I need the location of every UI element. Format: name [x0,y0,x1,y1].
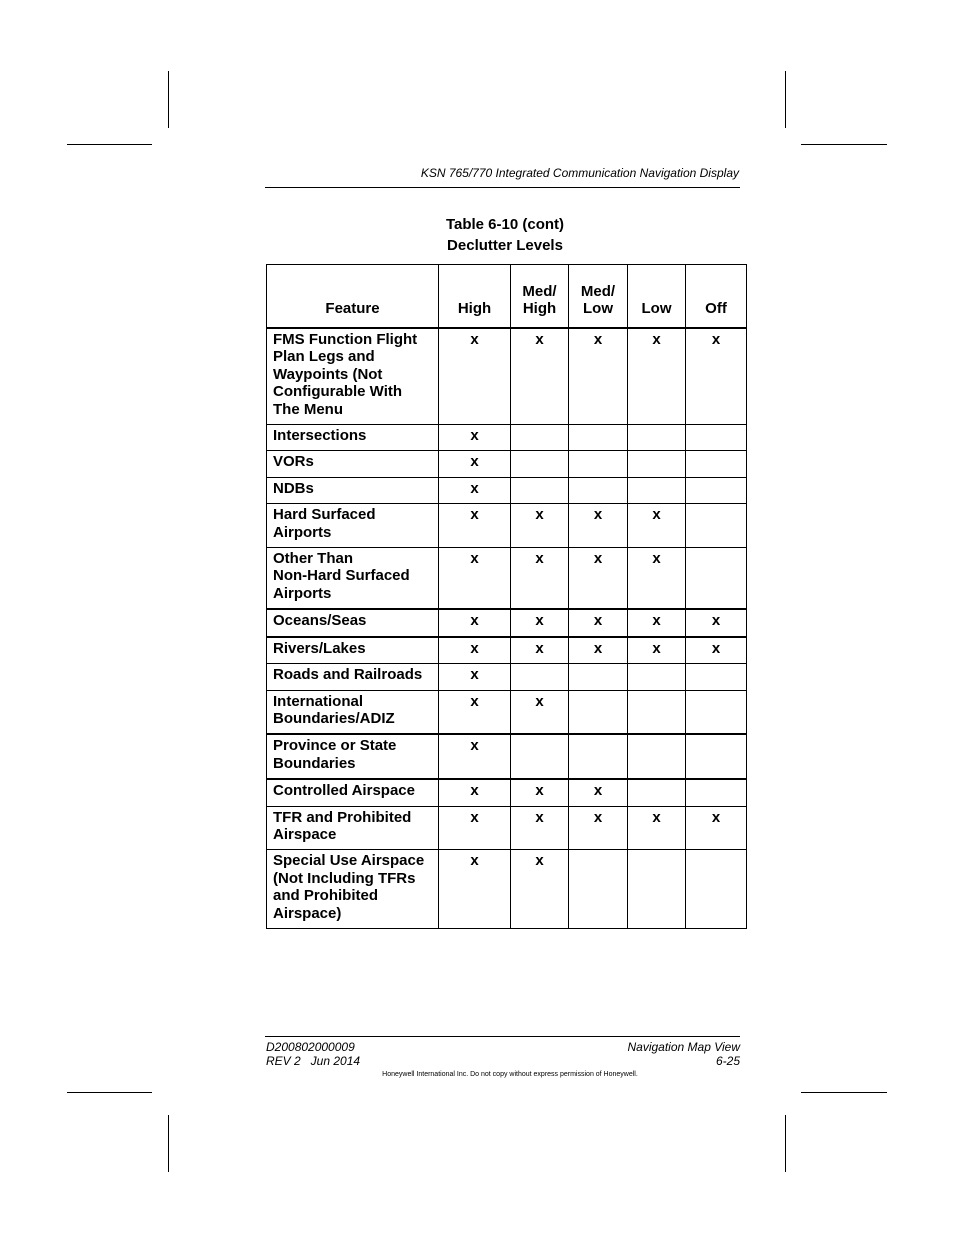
feature-line: Airports [273,584,332,602]
feature-line: FMS Function Flight [273,331,418,348]
table-row [267,504,747,548]
footer-left [266,1040,360,1068]
level-mark-cell: x [511,548,569,610]
feature-cell [267,664,439,690]
feature-cell [267,779,439,806]
column-header: Feature [267,265,439,329]
feature-cell [267,504,439,548]
level-mark-cell [628,451,686,477]
level-mark-cell: x [628,548,686,610]
level-mark-cell: x [569,779,628,806]
level-mark-cell [686,477,747,503]
level-mark-cell [569,425,628,451]
column-header: Med/ Low [569,265,628,329]
level-mark-cell: x [628,609,686,636]
level-mark-cell: x [628,806,686,850]
table-row [267,779,747,806]
feature-line: and Prohibited [273,887,378,905]
table-row [267,548,747,610]
level-mark-cell: x [439,779,511,806]
level-mark-cell [686,548,747,610]
level-mark-cell: x [511,504,569,548]
feature-line: Airspace [273,825,337,843]
feature-line: Province or State [273,737,397,755]
section-title: Navigation Map View [627,1040,740,1054]
level-mark-cell: x [511,690,569,734]
crop-mark [785,71,786,128]
table-header-row [267,265,747,329]
level-mark-cell: x [511,637,569,664]
table-row [267,451,747,477]
table-caption [265,214,745,256]
feature-line: NDBs [273,479,314,497]
level-mark-cell: x [439,690,511,734]
level-mark-cell: x [628,637,686,664]
header-rule [265,187,740,188]
level-mark-cell: x [439,806,511,850]
page-number: 6-25 [715,1054,740,1068]
table-row [267,806,747,850]
level-mark-cell: x [511,328,569,425]
level-mark-cell: x [686,609,747,636]
table-row [267,664,747,690]
feature-cell [267,548,439,610]
level-mark-cell [628,779,686,806]
level-mark-cell: x [686,637,747,664]
feature-cell [267,850,439,929]
feature-line: Boundaries [273,754,356,772]
table-row [267,637,747,664]
level-mark-cell [511,477,569,503]
table-row [267,328,747,425]
level-mark-cell: x [569,609,628,636]
level-mark-cell [686,850,747,929]
feature-line: Configurable With [273,383,403,401]
feature-cell [267,451,439,477]
feature-line: Waypoints (Not [273,365,383,383]
feature-line: Roads and Railroads [273,666,423,684]
table-number: Table 6-10 (cont) [445,216,565,233]
feature-line: Oceans/Seas [273,612,367,630]
level-mark-cell: x [439,477,511,503]
level-mark-cell [628,734,686,779]
level-mark-cell [628,690,686,734]
feature-line: Rivers/Lakes [273,639,366,657]
level-mark-cell: x [439,328,511,425]
level-mark-cell: x [628,328,686,425]
level-mark-cell [511,734,569,779]
table-title: Declutter Levels [447,237,563,254]
level-mark-cell [569,850,628,929]
table-row [267,425,747,451]
level-mark-cell [628,664,686,690]
feature-cell [267,637,439,664]
feature-line: VORs [273,453,314,471]
feature-line: International [273,692,364,710]
crop-mark [67,1092,152,1093]
feature-cell [267,690,439,734]
level-mark-cell: x [439,637,511,664]
level-mark-cell [511,451,569,477]
level-mark-cell: x [628,504,686,548]
level-mark-cell: x [439,425,511,451]
feature-line: Non-Hard Surfaced [273,567,410,585]
level-mark-cell: x [569,806,628,850]
column-header: Off [686,265,747,329]
crop-mark [801,1092,887,1093]
level-mark-cell [511,425,569,451]
level-mark-cell [686,779,747,806]
table-body [267,328,747,928]
level-mark-cell: x [569,637,628,664]
feature-line: TFR and Prohibited [273,808,412,826]
table-row [267,690,747,734]
feature-line: Plan Legs and [273,348,375,366]
level-mark-cell: x [511,850,569,929]
feature-cell [267,806,439,850]
revision-date: REV 2 Jun 2014 [266,1054,361,1068]
level-mark-cell: x [439,664,511,690]
level-mark-cell [628,477,686,503]
column-header: Med/ High [511,265,569,329]
level-mark-cell: x [511,806,569,850]
level-mark-cell [569,664,628,690]
level-mark-cell: x [511,609,569,636]
feature-line: (Not Including TFRs [273,869,416,887]
table-row [267,609,747,636]
table-row [267,477,747,503]
level-mark-cell: x [439,451,511,477]
footer-rule [265,1036,740,1037]
column-header: Low [628,265,686,329]
level-mark-cell: x [439,609,511,636]
table-row [267,734,747,779]
level-mark-cell: x [439,548,511,610]
feature-line: Boundaries/ADIZ [273,709,395,727]
level-mark-cell: x [569,504,628,548]
level-mark-cell [569,734,628,779]
column-header: High [439,265,511,329]
level-mark-cell: x [686,328,747,425]
feature-cell [267,477,439,503]
footer-right [627,1040,740,1068]
declutter-levels-table [266,264,747,929]
crop-mark [168,71,169,128]
level-mark-cell: x [569,328,628,425]
level-mark-cell [686,690,747,734]
crop-mark [801,144,887,145]
feature-line: The Menu [273,400,343,418]
copyright-notice: Honeywell International Inc. Do not copy without express permission of Honeywell. [382,1071,638,1078]
feature-cell [267,734,439,779]
level-mark-cell: x [686,806,747,850]
level-mark-cell: x [439,850,511,929]
crop-mark [67,144,152,145]
level-mark-cell [569,477,628,503]
feature-cell [267,425,439,451]
level-mark-cell: x [439,734,511,779]
feature-line: Hard Surfaced [273,506,376,524]
feature-line: Intersections [273,427,367,445]
level-mark-cell: x [439,504,511,548]
level-mark-cell [628,425,686,451]
level-mark-cell [569,451,628,477]
level-mark-cell [686,664,747,690]
level-mark-cell: x [569,548,628,610]
level-mark-cell: x [511,779,569,806]
level-mark-cell [686,451,747,477]
running-header: KSN 765/770 Integrated Communication Navigation Display [420,166,739,180]
feature-line: Other Than [273,550,354,568]
document-number: D200802000009 [266,1040,355,1054]
level-mark-cell [628,850,686,929]
feature-line: Special Use Airspace [273,852,425,870]
feature-cell [267,609,439,636]
level-mark-cell [569,690,628,734]
crop-mark [168,1115,169,1172]
level-mark-cell [511,664,569,690]
level-mark-cell [686,425,747,451]
feature-line: Controlled Airspace [273,782,415,800]
feature-cell [267,328,439,425]
feature-line: Airspace) [273,904,342,922]
level-mark-cell [686,504,747,548]
feature-line: Airports [273,523,332,541]
table-row [267,850,747,929]
level-mark-cell [686,734,747,779]
crop-mark [785,1115,786,1172]
